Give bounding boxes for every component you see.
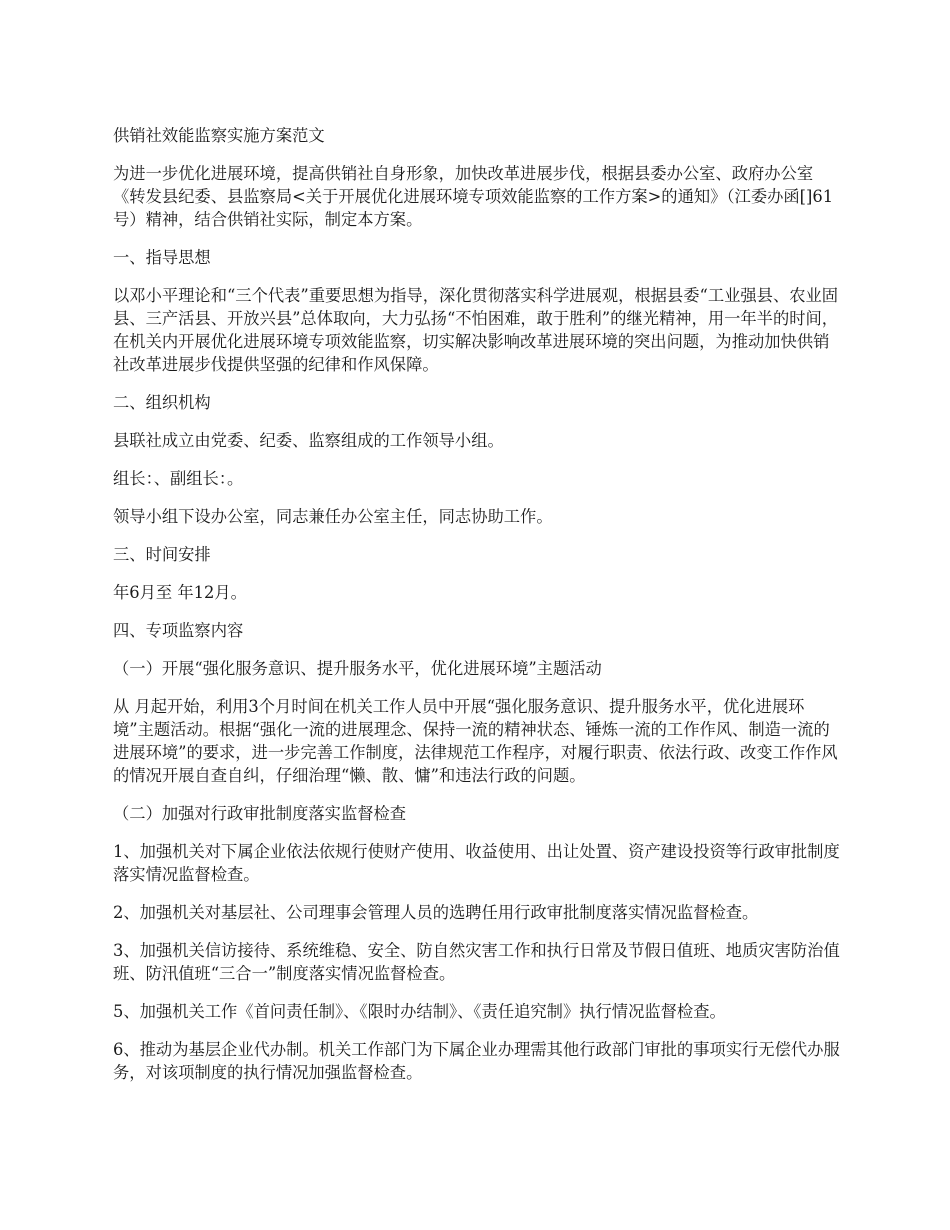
paragraph-schedule: 年6月至 年12月。 — [113, 583, 247, 602]
paragraph-theme-activity: 从 月起开始，利用3个月时间在机关工作人员中开展“强化服务意识、提升服务水平，优化进展环境”主题活动。根据“强化一流的进展理念、保持一流的精神状态、锤炼一流的工作作风、制造一流的进展环境”的要求，进一步完善工作制度，法律规范工作程序，对履行职责、依法行政、改变工作作风的情况开展自查自纠，仔细治理“懒、散、慵”和违法行政的问题。 — [113, 697, 838, 785]
paragraph-organization: 县联社成立由党委、纪委、监察组成的工作领导小组。 — [113, 431, 504, 450]
paragraph-intro: 为进一步优化进展环境，提高供销社自身形象，加快改革进展步伐，根据县委办公室、政府办公室《转发县纪委、县监察局<关于开展优化进展环境专项效能监察的工作方案>的通知》（江委办函[]61号）精神，结合供销社实际，制定本方案。 — [113, 164, 834, 229]
paragraph-leaders: 组长：、副组长：。 — [113, 469, 244, 488]
document-body — [113, 124, 843, 1099]
list-item-1: 1、加强机关对下属企业依法依规行使财产使用、收益使用、出让处置、资产建设投资等行政审批制度落实情况监督检查。 — [113, 842, 840, 884]
list-item-2: 2、加强机关对基层社、公司理事会管理人员的选聘任用行政审批制度落实情况监督检查。 — [113, 903, 759, 922]
subsection-heading-2: （二）加强对行政审批制度落实监督检查 — [113, 804, 407, 823]
list-item-6: 6、推动为基层企业代办制。机关工作部门为下属企业办理需其他行政部门审批的事项实行无偿代办服务，对该项制度的执行情况加强监督检查。 — [113, 1040, 840, 1082]
paragraph-guiding-ideology: 以邓小平理论和“三个代表”重要思想为指导，深化贯彻落实科学进展观，根据县委“工业强县、农业固县、三产活县、开放兴县”总体取向，大力弘扬“不怕困难，敢于胜利”的继光精神，用一年半的时间，在机关内开展优化进展环境专项效能监察，切实解决影响改革进展环境的突出问题，为推动加快供销社改革进展步伐提供坚强的纪律和作风保障。 — [113, 286, 839, 374]
list-item-5: 5、加强机关工作《首问责任制》、《限时办结制》、《责任追究制》执行情况监督检查。 — [113, 1002, 726, 1021]
section-heading-schedule: 三、时间安排 — [113, 545, 211, 564]
section-heading-content: 四、专项监察内容 — [113, 621, 244, 640]
paragraph-office: 领导小组下设办公室，同志兼任办公室主任，同志协助工作。 — [113, 507, 553, 526]
section-heading-organization: 二、组织机构 — [113, 393, 211, 412]
subsection-heading-1: （一）开展“强化服务意识、提升服务水平，优化进展环境”主题活动 — [113, 659, 602, 678]
section-heading-guiding-ideology: 一、指导思想 — [113, 248, 211, 267]
document-title: 供销社效能监察实施方案范文 — [113, 126, 325, 145]
list-item-3: 3、加强机关信访接待、系统维稳、安全、防自然灾害工作和执行日常及节假日值班、地质灾害防治值班、防汛值班“三合一”制度落实情况监督检查。 — [113, 941, 840, 983]
